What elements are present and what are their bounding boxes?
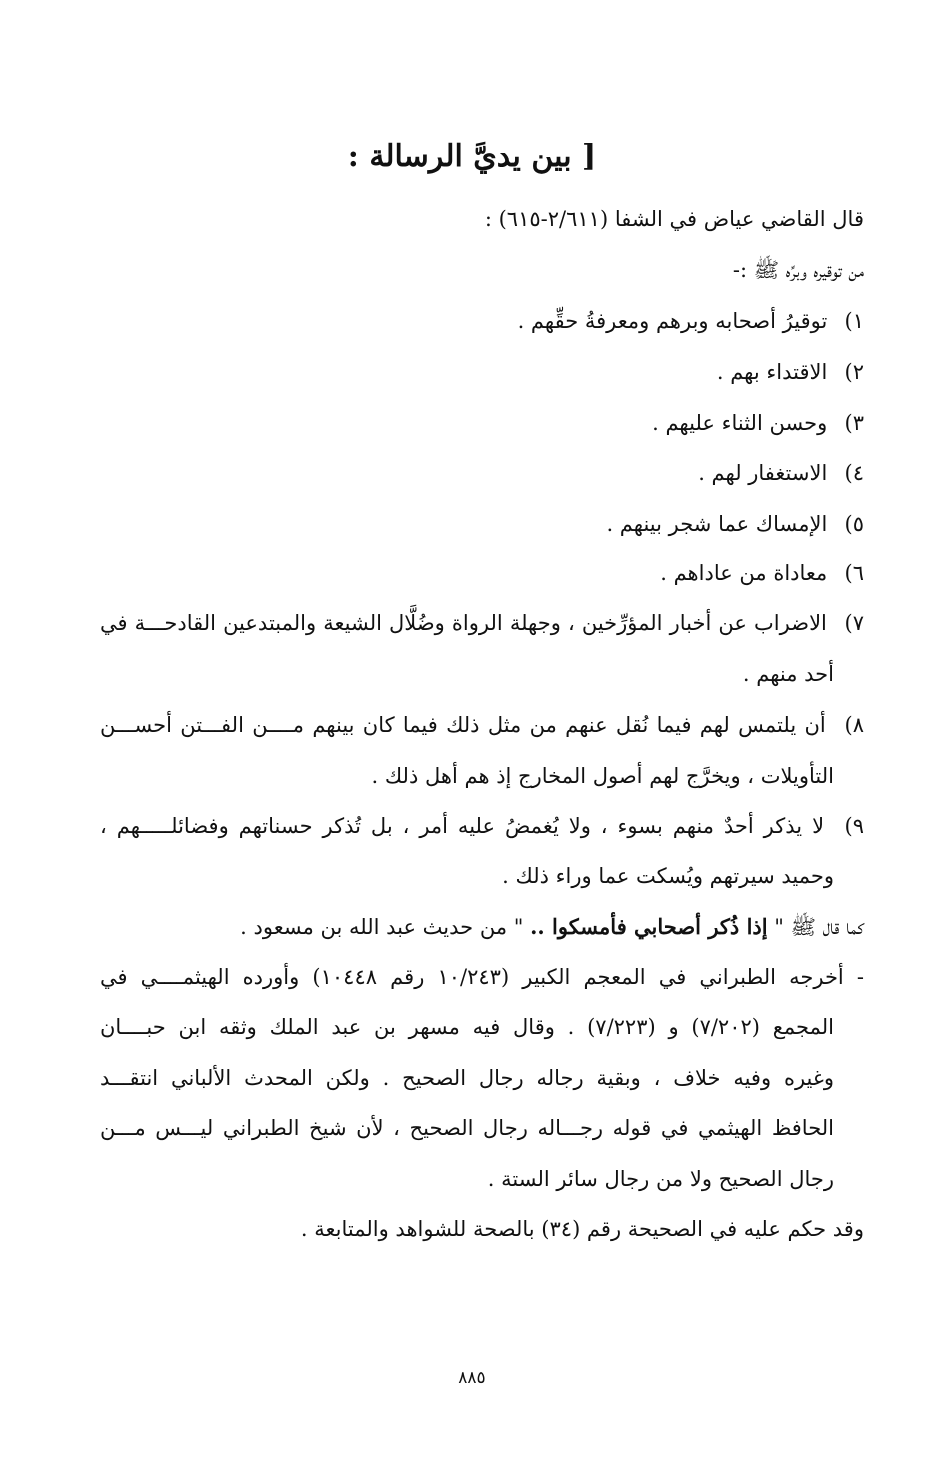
closing-line: وقد حكم عليه في الصحيحة رقم (٣٤) بالصحة للشواهد والمتابعة .: [300, 1217, 864, 1241]
item-text: وحسن الثناء عليهم .: [652, 411, 828, 435]
item-number: ٥): [844, 512, 864, 536]
takhrij-line: - أخرجه الطبراني في المعجم الكبير (١٠/٢٤٣ رقم ١٠٤٤٨) وأورده الهيثمــــي في: [100, 965, 864, 989]
quote-text: إذا ذُكر أصحابي فأمسكوا ..: [530, 914, 768, 939]
item-text: توقيرُ أصحابه وبرهم ومعرفةُ حقِّهم .: [517, 309, 828, 333]
list-item: [698, 457, 864, 489]
item-number: ٧): [844, 611, 864, 635]
list-item: [100, 709, 864, 741]
list-item: [100, 607, 864, 639]
intro-line-2: من توقيره وبرِّه ﷺ :-: [732, 258, 864, 282]
item-text: الاقتداء بهم .: [716, 360, 828, 384]
list-item: [518, 305, 864, 337]
item-text: أن يلتمس لهم فيما نُقل عنهم من مثل ذلك فيما كان بينهم مــــن الفـــتن أحســـن: [100, 713, 826, 737]
takhrij-line: رجال الصحيح ولا من رجال سائر الستة .: [487, 1167, 834, 1191]
list-item: [717, 356, 864, 388]
page-number: ٨٨٥: [458, 1368, 486, 1388]
quote-after: " من حديث عبد الله بن مسعود .: [240, 915, 524, 939]
item-continuation: أحد منهم .: [742, 662, 834, 686]
item-number: ٨): [844, 713, 864, 737]
list-item: [660, 557, 864, 589]
list-item: [100, 810, 864, 842]
item-number: ٢): [844, 360, 864, 384]
item-number: ٣): [844, 411, 864, 435]
item-continuation: وحميد سيرتهم ويُسكت عما وراء ذلك .: [502, 864, 834, 888]
item-text: معاداة من عاداهم .: [660, 561, 828, 585]
list-item: [652, 407, 864, 439]
takhrij-line: الحافظ الهيثمي في قوله رجـــاله رجال الصحيح ، لأن شيخ الطبراني ليـــس مـــن: [100, 1116, 834, 1140]
page-title: [ بين يديَّ الرسالة :: [347, 139, 597, 174]
intro-line-1: قال القاضي عياض في الشفا (٢/٦١١-٦١٥) :: [484, 207, 864, 231]
item-number: ٤): [844, 461, 864, 485]
item-number: ١): [844, 309, 864, 333]
item-number: ٩): [844, 814, 864, 838]
item-text: الاستغفار لهم .: [698, 461, 828, 485]
item-number: ٦): [844, 561, 864, 585]
item-text: الاضراب عن أخبار المؤرِّخين ، وجهلة الرواة وضُلَّال الشيعة والمبتدعين القادحـــة في: [100, 611, 827, 635]
item-text: لا يذكر أحدٌ منهم بسوء ، ولا يُغمضُ عليه أمر ، بل تُذكر حسناتهم وفضائلـــــهم ،: [100, 814, 825, 838]
list-item: [606, 508, 864, 540]
item-text: الإمساك عما شجر بينهم .: [606, 512, 828, 536]
takhrij-line: وغيره وفيه خلاف ، وبقية رجاله رجال الصحيح . ولكن المحدث الألباني انتقـــد: [100, 1066, 834, 1090]
takhrij-line: المجمع (٧/٢٠٢) و (٧/٢٢٣) . وقال فيه مسهر بن عبد الملك وثقه ابن حبــــان: [100, 1015, 834, 1039]
quote-before: كما قال ﷺ ": [774, 915, 864, 939]
item-continuation: التأويلات ، ويخرَّج لهم أصول المخارج إذ هم أهل ذلك .: [371, 764, 834, 788]
hadith-quote: [240, 911, 864, 943]
